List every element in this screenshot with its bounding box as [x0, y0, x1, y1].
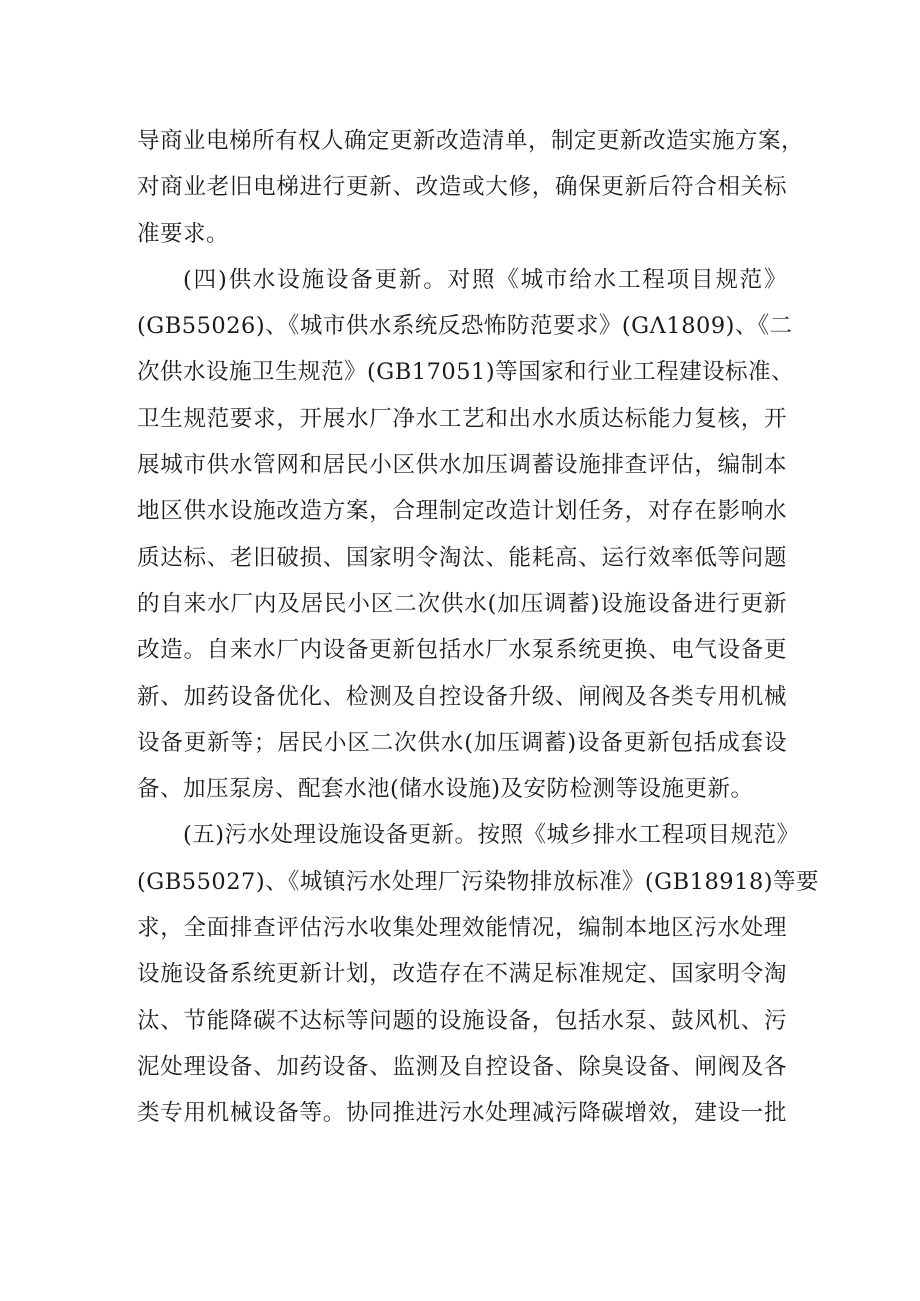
text-line: (GB55026)、《城市供水系统反恐怖防范要求》(GΛ1809)、《二 [137, 313, 793, 340]
text-line: 次供水设施卫生规范》(GB17051)等国家和行业工程建设标准、 [137, 359, 795, 386]
text-line: 备、加压泵房、配套水池(储水设施)及安防检测等设施更新。 [137, 776, 754, 803]
text-line: 汰、节能降碳不达标等问题的设施设备，包括水泵、鼓风机、污 [137, 1007, 787, 1034]
text-line: 类专用机械设备等。协同推进污水处理减污降碳增效，建设一批 [137, 1100, 787, 1127]
text-line: 展城市供水管网和居民小区供水加压调蓄设施排查评估，编制本 [137, 452, 787, 479]
text-line: 质达标、老旧破损、国家明令淘汰、能耗高、运行效率低等问题 [137, 544, 787, 571]
text-line: 地区供水设施改造方案，合理制定改造计划任务，对存在影响水 [137, 498, 787, 525]
text-line: (GB55027)、《城镇污水处理厂污染物排放标准》(GB18918)等要 [137, 868, 820, 895]
text-line: 求，全面排查评估污水收集处理效能情况，编制本地区污水处理 [137, 915, 787, 942]
text-line: 准要求。 [137, 220, 230, 247]
text-line: 设施设备系统更新计划，改造存在不满足标准规定、国家明令淘 [137, 961, 787, 988]
text-line: 新、加药设备优化、检测及自控设备升级、闸阀及各类专用机械 [137, 683, 787, 710]
text-line: 卫生规范要求，开展水厂净水工艺和出水水质达标能力复核，开 [137, 405, 787, 432]
body-text [137, 118, 820, 1137]
text-line: 设备更新等；居民小区二次供水(加压调蓄)设备更新包括成套设 [137, 729, 787, 756]
text-line: 的自来水厂内及居民小区二次供水(加压调蓄)设施设备进行更新 [137, 590, 787, 617]
section-heading-line: (四)供水设施设备更新。对照《城市给水工程项目规范》 [183, 266, 787, 293]
section-heading-line: (五)污水处理设施设备更新。按照《城乡排水工程项目规范》 [183, 822, 800, 849]
text-line: 泥处理设备、加药设备、监测及自控设备、除臭设备、闸阀及各 [137, 1053, 787, 1080]
text-line: 对商业老旧电梯进行更新、改造或大修，确保更新后符合相关标 [137, 174, 787, 201]
text-line: 改造。自来水厂内设备更新包括水厂水泵系统更换、电气设备更 [137, 637, 787, 664]
text-line: 导商业电梯所有权人确定更新改造清单，制定更新改造实施方案， [137, 128, 805, 154]
